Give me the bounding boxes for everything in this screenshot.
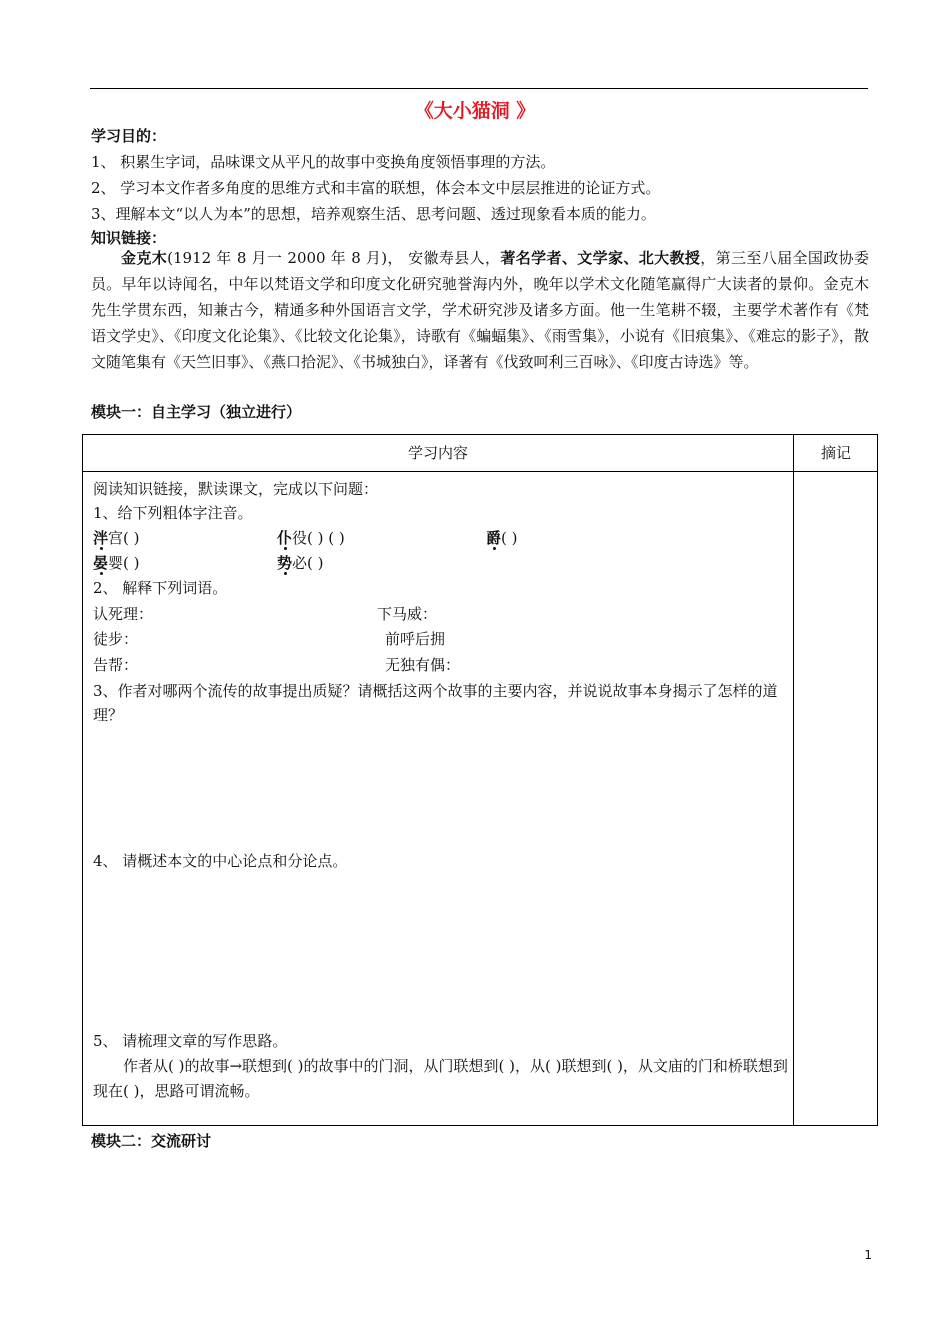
knowledge-paragraph (91, 245, 869, 375)
table-divider-vertical (793, 435, 794, 1125)
page-number: 1 (864, 1248, 872, 1262)
word-item: 认死理： (93, 605, 154, 623)
study-table (82, 434, 878, 1126)
column-header-content: 学习内容 (407, 444, 468, 462)
word-item: 徒步： (93, 630, 139, 648)
pinyin-item: 爵( ) (486, 529, 518, 547)
question-1: 1、给下列粗体字注音。 (93, 504, 253, 522)
question-5-fill: 作者从( )的故事→联想到( )的故事中的门洞，从门联想到( )，从( )联想到( )，从文庙的门和桥联想到现在( )，思路可谓流畅。 (93, 1057, 788, 1100)
word-item: 告帮： (93, 656, 139, 674)
author-titles: 著名学者、文学家、北大教授 (500, 249, 701, 267)
question-5: 5、 请梳理文章的写作思路。 (93, 1032, 288, 1050)
word-item: 无独有偶： (385, 656, 461, 674)
bold-char: 泮 (93, 529, 109, 547)
table-intro: 阅读知识链接，默读课文，完成以下问题： (93, 480, 379, 498)
question-3: 3、作者对哪两个流传的故事提出质疑？请概括这两个故事的主要内容，并说说故事本身揭示了怎样的道理？ (93, 682, 778, 724)
header-rule (90, 88, 868, 89)
author-name: 金克木 (121, 249, 168, 267)
column-header-notes: 摘记 (820, 444, 851, 462)
author-origin: 安徽寿县人， (402, 249, 501, 267)
module2-heading: 模块二：交流研讨 (91, 1132, 212, 1150)
word-item: 下马威： (377, 605, 438, 623)
goal-item: 2、 学习本文作者多角度的思维方式和丰富的联想，体会本文中层层推进的论证方式。 (91, 179, 661, 197)
word-item: 前呼后拥 (385, 630, 446, 648)
bold-char: 晏 (93, 554, 109, 572)
page-title: 《大小猫洞 》 (414, 100, 536, 122)
module1-heading: 模块一：自主学习（独立进行） (91, 403, 302, 421)
question-4: 4、 请概述本文的中心论点和分论点。 (93, 852, 348, 870)
knowledge-heading: 知识链接： (91, 229, 167, 247)
author-dates: (1912 年 8 月一 2000 年 8 月)， (167, 249, 403, 267)
pinyin-item: 势必( ) (277, 554, 324, 572)
question-2: 2、 解释下列词语。 (93, 579, 228, 597)
bold-char: 爵 (486, 529, 502, 547)
table-divider-header (83, 471, 877, 472)
pinyin-item: 泮宫( ) (93, 529, 140, 547)
bold-char: 仆 (277, 529, 293, 547)
goals-heading: 学习目的： (91, 127, 167, 145)
goal-item: 3、理解本文“以人为本”的思想，培养观察生活、思考问题、透过现象看本质的能力。 (91, 205, 656, 223)
author-bio: ，第三至八届全国政协委员。早年以诗闻名，中年以梵语文学和印度文化研究驰誉海内外，晚年以学术文化随笔赢得广大读者的景仰。金克木先生学贯东西，知兼古今，精通多种外国语言文学，学术研究涉及诸多方面。他一生笔耕不辍，主要学术著作有《梵语文学史》、《印度文化论集》、《比较文化论集》，诗歌有《蝙蝠集》、《雨雪集》，小说有《旧痕集》、《难忘的影子》，散文随笔集有《天竺旧事》、《燕口拾泥》、《书城独白》，译著有《伐致呵利三百咏》、《印度古诗选》等。 (91, 249, 869, 371)
pinyin-item: 晏婴( ) (93, 554, 140, 572)
goal-item: 1、 积累生字词，品味课文从平凡的故事中变换角度领悟事理的方法。 (91, 153, 556, 171)
pinyin-item: 仆役( ) ( ) (277, 529, 345, 547)
bold-char: 势 (277, 554, 293, 572)
